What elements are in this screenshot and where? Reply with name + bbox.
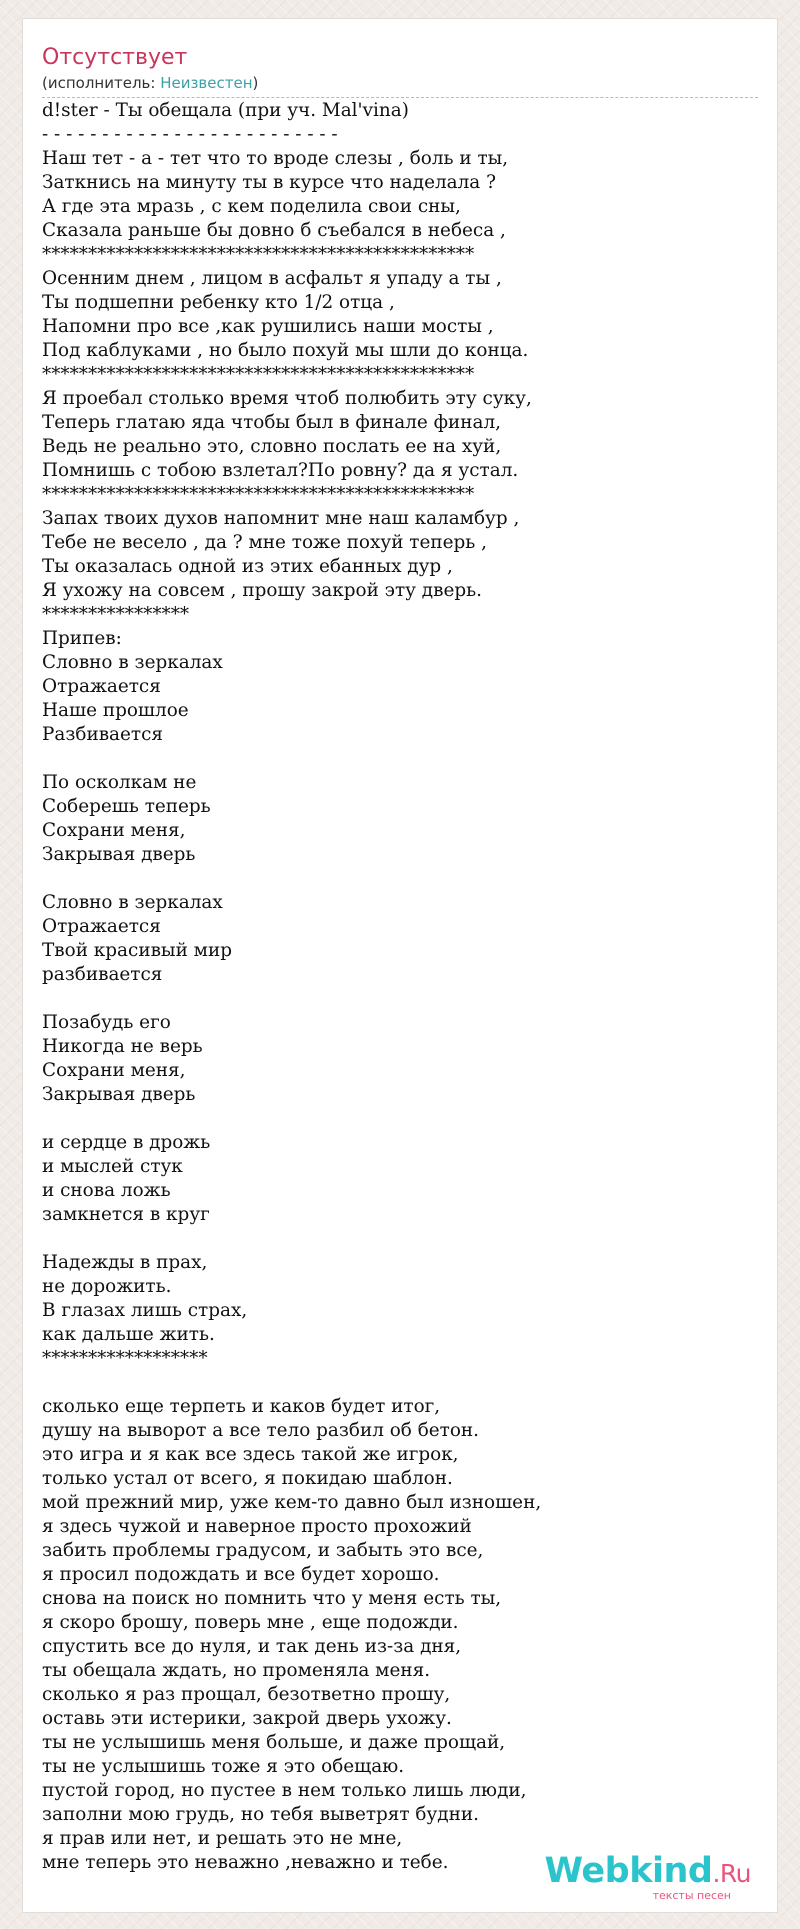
lyric-line: мне теперь это неважно ,неважно и тебе. <box>42 1852 449 1873</box>
lyric-line: А где эта мразь , с кем поделила свои сны, <box>42 196 461 217</box>
lyric-line: *********************************************** <box>42 364 475 385</box>
lyric-line: d!ster - Ты обещала (при уч. Mal'vina) <box>42 100 409 121</box>
lyric-line: Запах твоих духов напомнит мне наш каламбур , <box>42 508 520 529</box>
lyric-line: Ведь не реально это, словно послать ее на хуй, <box>42 436 502 457</box>
lyric-line <box>42 867 762 891</box>
logo-ru: .Ru <box>712 1859 751 1888</box>
lyric-line: Отражается <box>42 916 161 937</box>
lyrics-card <box>22 18 778 1913</box>
lyric-line: Словно в зеркалах <box>42 652 223 673</box>
lyric-line: Закрывая дверь <box>42 1084 196 1105</box>
lyric-line: это игра и я как все здесь такой же игрок, <box>42 1444 459 1465</box>
lyric-line: только устал от всего, я покидаю шаблон. <box>42 1468 453 1489</box>
lyric-line: Словно в зеркалах <box>42 892 223 913</box>
lyric-line: сколько я раз прощал, безответно прошу, <box>42 1684 451 1705</box>
lyric-line <box>42 987 762 1011</box>
lyric-line: не дорожить. <box>42 1276 172 1297</box>
lyric-line: душу на выворот а все тело разбил об бетон. <box>42 1420 480 1441</box>
lyric-line: Наш тет - а - тет что то вроде слезы , боль и ты, <box>42 148 509 169</box>
logo-tagline: тексты песен <box>652 1889 731 1902</box>
lyric-line: **************** <box>42 604 190 625</box>
lyric-line: Отражается <box>42 676 161 697</box>
lyric-line: Закрывая дверь <box>42 844 196 865</box>
lyric-line: Я проебал столько время чтоб полюбить эту суку, <box>42 388 532 409</box>
lyric-line: *********************************************** <box>42 244 475 265</box>
logo-web: Webkind <box>544 1851 713 1891</box>
lyric-line: В глазах лишь страх, <box>42 1300 248 1321</box>
lyric-line <box>42 1227 762 1251</box>
lyric-line: Ты оказалась одной из этих ебанных дур , <box>42 556 453 577</box>
lyric-line: снова на поиск но помнить что у меня есть ты, <box>42 1588 502 1609</box>
lyric-line: Надежды в прах, <box>42 1252 208 1273</box>
lyric-line: По осколкам не <box>42 772 197 793</box>
lyric-line: Осенним днем , лицом в асфальт я упаду а ты , <box>42 268 502 289</box>
lyrics-text <box>42 99 762 1875</box>
lyric-line: забить проблемы градусом, и забыть это все, <box>42 1540 484 1561</box>
lyric-line: Припев: <box>42 628 122 649</box>
lyric-line: и сердце в дрожь <box>42 1132 211 1153</box>
lyric-line: ****************** <box>42 1348 208 1369</box>
lyric-line: Твой красивый мир <box>42 940 233 961</box>
lyric-line: Напомни про все ,как рушились наши мосты , <box>42 316 494 337</box>
artist-line <box>42 73 758 98</box>
lyric-line: Я ухожу на совсем , прошу закрой эту дверь. <box>42 580 483 601</box>
lyric-line: и снова ложь <box>42 1180 171 1201</box>
lyric-line: замкнется в круг <box>42 1204 210 1225</box>
lyric-line: разбивается <box>42 964 163 985</box>
lyric-line: я прав или нет, и решать это не мне, <box>42 1828 403 1849</box>
lyric-line: Соберешь теперь <box>42 796 211 817</box>
lyric-line: мой прежний мир, уже кем-то давно был изношен, <box>42 1492 542 1513</box>
lyric-line: ты обещала ждать, но променяла меня. <box>42 1660 431 1681</box>
lyric-line: Позабудь его <box>42 1012 171 1033</box>
webkind-logo[interactable] <box>545 1851 751 1902</box>
lyric-line: Помнишь с тобою взлетал?По ровну? да я устал. <box>42 460 519 481</box>
artist-link[interactable]: Неизвестен <box>160 74 253 92</box>
lyric-line: ты не услышишь тоже я это обещаю. <box>42 1756 405 1777</box>
lyric-line: Разбивается <box>42 724 163 745</box>
song-header <box>42 43 758 98</box>
lyric-line: я просил подождать и все будет хорошо. <box>42 1564 440 1585</box>
lyric-line: заполни мою грудь, но тебя выветрят будни. <box>42 1804 479 1825</box>
lyric-line: я здесь чужой и наверное просто прохожий <box>42 1516 472 1537</box>
lyric-line: - - - - - - - - - - - - - - - - - - - - - - - - - <box>42 124 338 145</box>
lyric-line: Сохрани меня, <box>42 820 186 841</box>
lyric-line: спустить все до нуля, и так день из-за дня, <box>42 1636 462 1657</box>
lyric-line: оставь эти истерики, закрой дверь ухожу. <box>42 1708 452 1729</box>
artist-suffix: ) <box>252 74 259 92</box>
lyric-line: я скоро брошу, поверь мне , еще подожди. <box>42 1612 459 1633</box>
lyric-line: ты не услышишь меня больше, и даже прощай, <box>42 1732 506 1753</box>
lyric-line: Тебе не весело , да ? мне тоже похуй теперь , <box>42 532 487 553</box>
lyric-line: Сохрани меня, <box>42 1060 186 1081</box>
lyric-line: Теперь глатаю яда чтобы был в финале финал, <box>42 412 502 433</box>
lyric-line <box>42 1107 762 1131</box>
lyric-line: Заткнись на минуту ты в курсе что наделала ? <box>42 172 496 193</box>
lyric-line <box>42 1371 762 1395</box>
lyric-line: пустой город, но пустее в нем только лишь люди, <box>42 1780 527 1801</box>
song-title: Отсутствует <box>42 45 188 70</box>
lyric-line: как дальше жить. <box>42 1324 215 1345</box>
artist-prefix: (исполнитель: <box>42 74 161 92</box>
lyric-line: сколько еще терпеть и каков будет итог, <box>42 1396 441 1417</box>
lyric-line: Никогда не верь <box>42 1036 203 1057</box>
lyric-line: *********************************************** <box>42 484 475 505</box>
lyric-line: и мыслей стук <box>42 1156 183 1177</box>
lyric-line: Ты подшепни ребенку кто 1/2 отца , <box>42 292 395 313</box>
lyric-line: Сказала раньше бы довно б съебался в небеса , <box>42 220 506 241</box>
lyric-line: Наше прошлое <box>42 700 189 721</box>
lyric-line <box>42 747 762 771</box>
lyric-line: Под каблуками , но было похуй мы шли до конца. <box>42 340 529 361</box>
